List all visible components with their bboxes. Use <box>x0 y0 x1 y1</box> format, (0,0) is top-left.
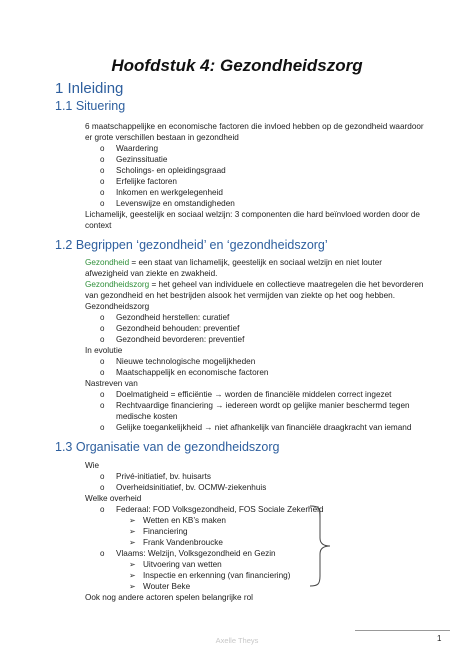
list-item: Privé-initiatief, bv. huisarts <box>116 472 211 481</box>
list-item: Erfelijke factoren <box>116 177 177 186</box>
paragraph: van gezondheid en het bestrijden alsook het vermijden van ziekte op het oog hebben. <box>85 291 395 300</box>
circle-bullet-icon: o <box>100 188 105 197</box>
circle-bullet-icon: o <box>100 324 105 333</box>
circle-bullet-icon: o <box>100 155 105 164</box>
list-label: Welke overheid <box>85 494 142 503</box>
arrow-bullet-icon: ➢ <box>129 516 136 525</box>
arrow-bullet-icon: ➢ <box>129 538 136 547</box>
sub-list-item: Financiering <box>143 527 188 536</box>
heading-inleiding: 1 Inleiding <box>55 80 124 97</box>
list-item-federaal: Federaal: FOD Volksgezondheid, FOS Sociale Zekerheid <box>116 505 324 514</box>
arrow-bullet-icon: ➢ <box>129 560 136 569</box>
list-item: Levenswijze en omstandigheden <box>116 199 235 208</box>
list-label: Nastreven van <box>85 379 138 388</box>
arrow-bullet-icon: ➢ <box>129 582 136 591</box>
heading-organisatie: 1.3 Organisatie van de gezondheidszorg <box>55 440 280 454</box>
list-label: Gezondheidszorg <box>85 302 150 311</box>
circle-bullet-icon: o <box>100 166 105 175</box>
definition-gezondheid: Gezondheid = een staat van lichamelijk, geestelijk en sociaal welzijn en niet louter <box>85 258 382 267</box>
list-label: In evolutie <box>85 346 123 355</box>
circle-bullet-icon: o <box>100 401 105 410</box>
definition-gezondheidszorg: Gezondheidszorg = het geheel van individuele en collectieve maatregelen die het bevorderen <box>85 280 424 289</box>
sub-list-item: Wetten en KB’s maken <box>143 516 226 525</box>
circle-bullet-icon: o <box>100 483 105 492</box>
list-item: Nieuwe technologische mogelijkheden <box>116 357 256 366</box>
circle-bullet-icon: o <box>100 549 105 558</box>
footer-divider <box>355 630 450 631</box>
list-item: Waardering <box>116 144 159 153</box>
page-number: 1 <box>437 634 442 643</box>
paragraph: context <box>85 221 112 230</box>
circle-bullet-icon: o <box>100 199 105 208</box>
paragraph: Ook nog andere actoren spelen belangrijke rol <box>85 593 253 602</box>
arrow-right-icon: → <box>215 401 224 410</box>
circle-bullet-icon: o <box>100 177 105 186</box>
circle-bullet-icon: o <box>100 144 105 153</box>
list-item-continuation: medische kosten <box>116 412 178 421</box>
arrow-right-icon: → <box>204 423 213 432</box>
term-gezondheid: Gezondheid <box>85 258 130 267</box>
circle-bullet-icon: o <box>100 357 105 366</box>
list-item: Gezondheid bevorderen: preventief <box>116 335 245 344</box>
circle-bullet-icon: o <box>100 390 105 399</box>
list-item: Scholings- en opleidingsgraad <box>116 166 226 175</box>
sub-list-item: Inspectie en erkenning (van financiering) <box>143 571 291 580</box>
list-item: Gezondheid herstellen: curatief <box>116 313 230 322</box>
list-item: Gezondheid behouden: preventief <box>116 324 240 333</box>
heading-begrippen: 1.2 Begrippen ‘gezondheid’ en ‘gezondheidszorg’ <box>55 238 328 252</box>
list-item: Gelijke toegankelijkheid → niet afhankelijk van financiële draagkracht van iemand <box>116 423 412 432</box>
term-gezondheidszorg: Gezondheidszorg <box>85 280 150 289</box>
list-item-vlaams: Vlaams: Welzijn, Volksgezondheid en Gezin <box>116 549 276 558</box>
paragraph: Lichamelijk, geestelijk en sociaal welzijn: 3 componenten die hard beïnvloed worden door de <box>85 210 420 219</box>
sub-list-item: Frank Vandenbroucke <box>143 538 223 547</box>
list-item: Rechtvaardige financiering → iedereen wordt op gelijke manier beschermd tegen <box>116 401 410 410</box>
arrow-bullet-icon: ➢ <box>129 527 136 536</box>
circle-bullet-icon: o <box>100 505 105 514</box>
curly-brace-icon <box>306 500 336 592</box>
circle-bullet-icon: o <box>100 313 105 322</box>
circle-bullet-icon: o <box>100 335 105 344</box>
list-item: Overheidsinitiatief, bv. OCMW-ziekenhuis <box>116 483 267 492</box>
circle-bullet-icon: o <box>100 423 105 432</box>
paragraph: afwezigheid van ziekte en zwakheid. <box>85 269 218 278</box>
list-label: Wie <box>85 461 100 470</box>
circle-bullet-icon: o <box>100 472 105 481</box>
footer-author: Axelle Theys <box>215 636 259 645</box>
sub-list-item: Wouter Beke <box>143 582 191 591</box>
heading-situering: 1.1 Situering <box>55 99 126 113</box>
list-item: Doelmatigheid = efficiëntie → worden de financiële middelen correct ingezet <box>116 390 392 399</box>
paragraph: er grote verschillen bestaan in gezondheid <box>85 133 239 142</box>
arrow-bullet-icon: ➢ <box>129 571 136 580</box>
arrow-right-icon: → <box>214 390 223 399</box>
list-item: Gezinssituatie <box>116 155 168 164</box>
page-title: Hoofdstuk 4: Gezondheidszorg <box>111 56 363 75</box>
paragraph: 6 maatschappelijke en economische factoren die invloed hebben op de gezondheid waardoor <box>85 122 424 131</box>
list-item: Maatschappelijk en economische factoren <box>116 368 269 377</box>
list-item: Inkomen en werkgelegenheid <box>116 188 223 197</box>
sub-list-item: Uitvoering van wetten <box>143 560 222 569</box>
circle-bullet-icon: o <box>100 368 105 377</box>
